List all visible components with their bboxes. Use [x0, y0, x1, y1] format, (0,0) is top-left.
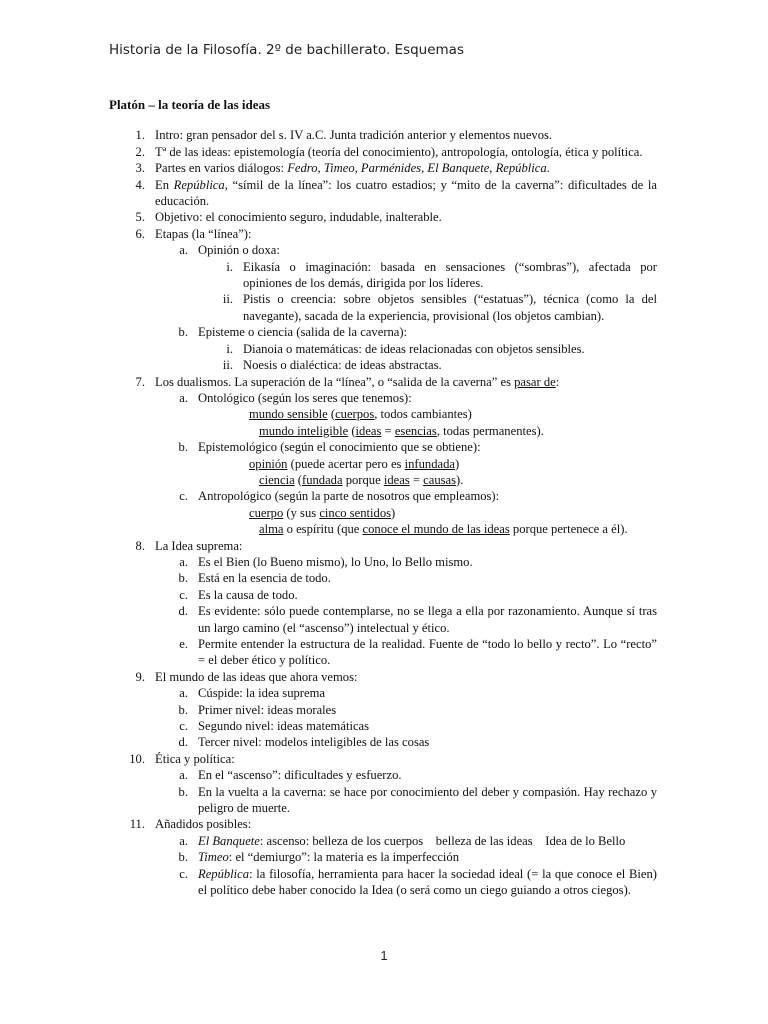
list-marker: a.: [179, 243, 188, 258]
list-text: Permite entender la estructura de la realidad. Fuente de “todo lo bello y recto”. Lo “recto” = el deber ético y político.: [198, 637, 657, 668]
list-marker: a.: [179, 554, 188, 569]
dualism-line: mundo sensible (cuerpos, todos cambiantes): [249, 407, 472, 422]
list-item: [109, 488, 657, 504]
list-text: En República, “símil de la línea”: los cuatro estadios; y “mito de la caverna”: dificultades de la educación.: [155, 177, 657, 209]
list-marker: d.: [178, 604, 188, 619]
list-item: [109, 127, 657, 143]
list-text: Timeo: el “demiurgo”: la materia es la imperfección: [198, 850, 459, 865]
list-item: [109, 259, 657, 292]
document-body: [109, 97, 657, 899]
list-marker: ii.: [222, 358, 233, 373]
list-marker: 1.: [135, 128, 145, 143]
list-text: Está en la esencia de todo.: [198, 571, 331, 586]
list-text: Es evidente: sólo puede contemplarse, no se llega a ella por razonamiento. Aunque sí tras un largo camino (el “ascenso”) intelectual y ético.: [198, 604, 657, 635]
list-item: [109, 160, 657, 176]
list-item: [109, 144, 657, 160]
list-marker: b.: [178, 325, 188, 340]
list-text: Opinión o doxa:: [198, 243, 280, 258]
dualism-line: ciencia (fundada porque ideas = causas).: [259, 472, 464, 487]
list-text: Noesis o dialéctica: de ideas abstractas.: [243, 358, 442, 373]
list-text: Intro: gran pensador del s. IV a.C. Junta tradición anterior y elementos nuevos.: [155, 128, 553, 143]
list-marker: 3.: [135, 161, 145, 176]
list-item: [109, 587, 657, 603]
dualism-line: cuerpo (y sus cinco sentidos): [249, 505, 396, 520]
list-item: [109, 177, 657, 210]
list-text: Antropológico (según la parte de nosotros que empleamos):: [198, 489, 500, 504]
list-text: Segundo nivel: ideas matemáticas: [198, 719, 370, 734]
list-text: Los dualismos. La superación de la “línea”, o “salida de la caverna” es pasar de:: [155, 374, 560, 389]
list-marker: e.: [179, 637, 188, 651]
list-text: Epistemológico (según el conocimiento que se obtiene):: [198, 440, 481, 455]
list-text: Dianoia o matemáticas: de ideas relacionadas con objetos sensibles.: [243, 341, 585, 356]
list-marker: d.: [178, 735, 188, 750]
list-text: Tª de las ideas: epistemología (teoría del conocimiento), antropología, ontología, ética y política.: [155, 144, 643, 159]
list-item: [109, 669, 657, 685]
list-text: Cúspide: la idea suprema: [198, 686, 325, 701]
list-item: [109, 849, 657, 865]
list-marker: c.: [179, 719, 188, 734]
list-marker: 6.: [135, 226, 145, 241]
list-text: En la vuelta a la caverna: se hace por conocimiento del deber y compasión. Hay rechazo y peligro de muerte.: [198, 784, 657, 816]
list-item: [109, 751, 657, 767]
list-text: Eikasía o imaginación: basada en sensaciones (“sombras”), afectada por opiniones de los demás, dirigida por los líderes.: [243, 259, 657, 291]
list-text: Pistis o creencia: sobre objetos sensibles (“estatuas”), técnica (como la del navegante), sacada de la experiencia, provisional (los objetos cambian).: [243, 292, 657, 323]
list-item: [109, 718, 657, 734]
list-text: República: la filosofía, herramienta para hacer la sociedad ideal (= la que conoce el Bien) el político debe haber conocido la Idea (o será como un ciego guiando a otros ciegos).: [198, 866, 657, 898]
dualism-line: mundo inteligible (ideas = esencias, todas permanentes).: [259, 423, 544, 438]
list-item: [109, 734, 657, 750]
list-marker: a.: [179, 390, 188, 405]
list-marker: i.: [226, 259, 233, 274]
list-text: Es la causa de todo.: [198, 587, 298, 602]
list-text: Objetivo: el conocimiento seguro, indudable, inalterable.: [155, 210, 442, 225]
list-item: [109, 291, 657, 324]
list-marker: 9.: [135, 669, 145, 684]
list-item: [109, 538, 657, 554]
list-marker: a.: [179, 833, 188, 848]
list-text: Primer nivel: ideas morales: [198, 702, 337, 717]
list-item: [109, 374, 657, 390]
list-text: Etapas (la “línea”):: [155, 226, 252, 241]
list-marker: b.: [178, 702, 188, 717]
list-marker: c.: [179, 866, 188, 881]
list-item: [109, 242, 657, 258]
list-text: En el “ascenso”: dificultades y esfuerzo.: [198, 768, 402, 783]
list-item: [109, 324, 657, 340]
list-item: [109, 209, 657, 225]
list-marker: a.: [179, 686, 188, 701]
list-item: [109, 357, 657, 373]
list-marker: ii.: [222, 292, 233, 307]
list-item: [109, 866, 657, 899]
list-item: [109, 341, 657, 357]
page-header: Historia de la Filosofía. 2º de bachillerato. Esquemas: [109, 42, 464, 58]
dualism-line: opinión (puede acertar pero es infundada): [249, 456, 460, 471]
list-item: [109, 603, 657, 636]
list-item: [109, 570, 657, 586]
page-number: 1: [380, 948, 388, 963]
list-marker: 11.: [129, 817, 145, 832]
list-marker: b.: [178, 440, 188, 455]
list-marker: 2.: [135, 144, 145, 159]
list-item: [109, 226, 657, 242]
list-text: Añadidos posibles:: [155, 817, 252, 832]
list-marker: b.: [178, 784, 188, 799]
list-text: La Idea suprema:: [155, 538, 243, 553]
list-marker: b.: [178, 571, 188, 586]
list-text: Tercer nivel: modelos inteligibles de las cosas: [198, 735, 430, 750]
list-item: [109, 390, 657, 406]
list-marker: 4.: [135, 177, 145, 192]
list-item: [109, 767, 657, 783]
list-item: [109, 554, 657, 570]
list-marker: b.: [178, 850, 188, 865]
list-item: [109, 439, 657, 455]
list-item: [109, 702, 657, 718]
list-text: El Banquete: ascenso: belleza de los cuerpos belleza de las ideas Idea de lo Bello: [198, 833, 626, 848]
list-marker: 7.: [135, 374, 145, 389]
list-text: Ética y política:: [155, 751, 235, 766]
list-item: [109, 833, 657, 849]
list-item: [109, 784, 657, 817]
dualism-line: alma o espíritu (que conoce el mundo de las ideas porque pertenece a él).: [259, 522, 628, 537]
list-marker: c.: [179, 489, 188, 504]
list-marker: i.: [226, 341, 233, 356]
list-text: Partes en varios diálogos: Fedro, Timeo, Parménides, El Banquete, República.: [155, 161, 550, 176]
list-item: [109, 685, 657, 701]
list-marker: a.: [179, 768, 188, 783]
list-marker: 5.: [135, 210, 145, 225]
list-text: El mundo de las ideas que ahora vemos:: [155, 669, 358, 684]
list-marker: 10.: [129, 751, 145, 766]
section-title: Platón – la teoría de las ideas: [109, 97, 271, 112]
list-item: [109, 636, 657, 669]
list-marker: c.: [179, 587, 188, 602]
list-marker: 8.: [135, 538, 145, 553]
list-text: Ontológico (según los seres que tenemos):: [198, 390, 412, 405]
list-item: [109, 816, 657, 832]
list-text: Episteme o ciencia (salida de la caverna):: [198, 325, 408, 340]
list-text: Es el Bien (lo Bueno mismo), lo Uno, lo Bello mismo.: [198, 554, 473, 569]
